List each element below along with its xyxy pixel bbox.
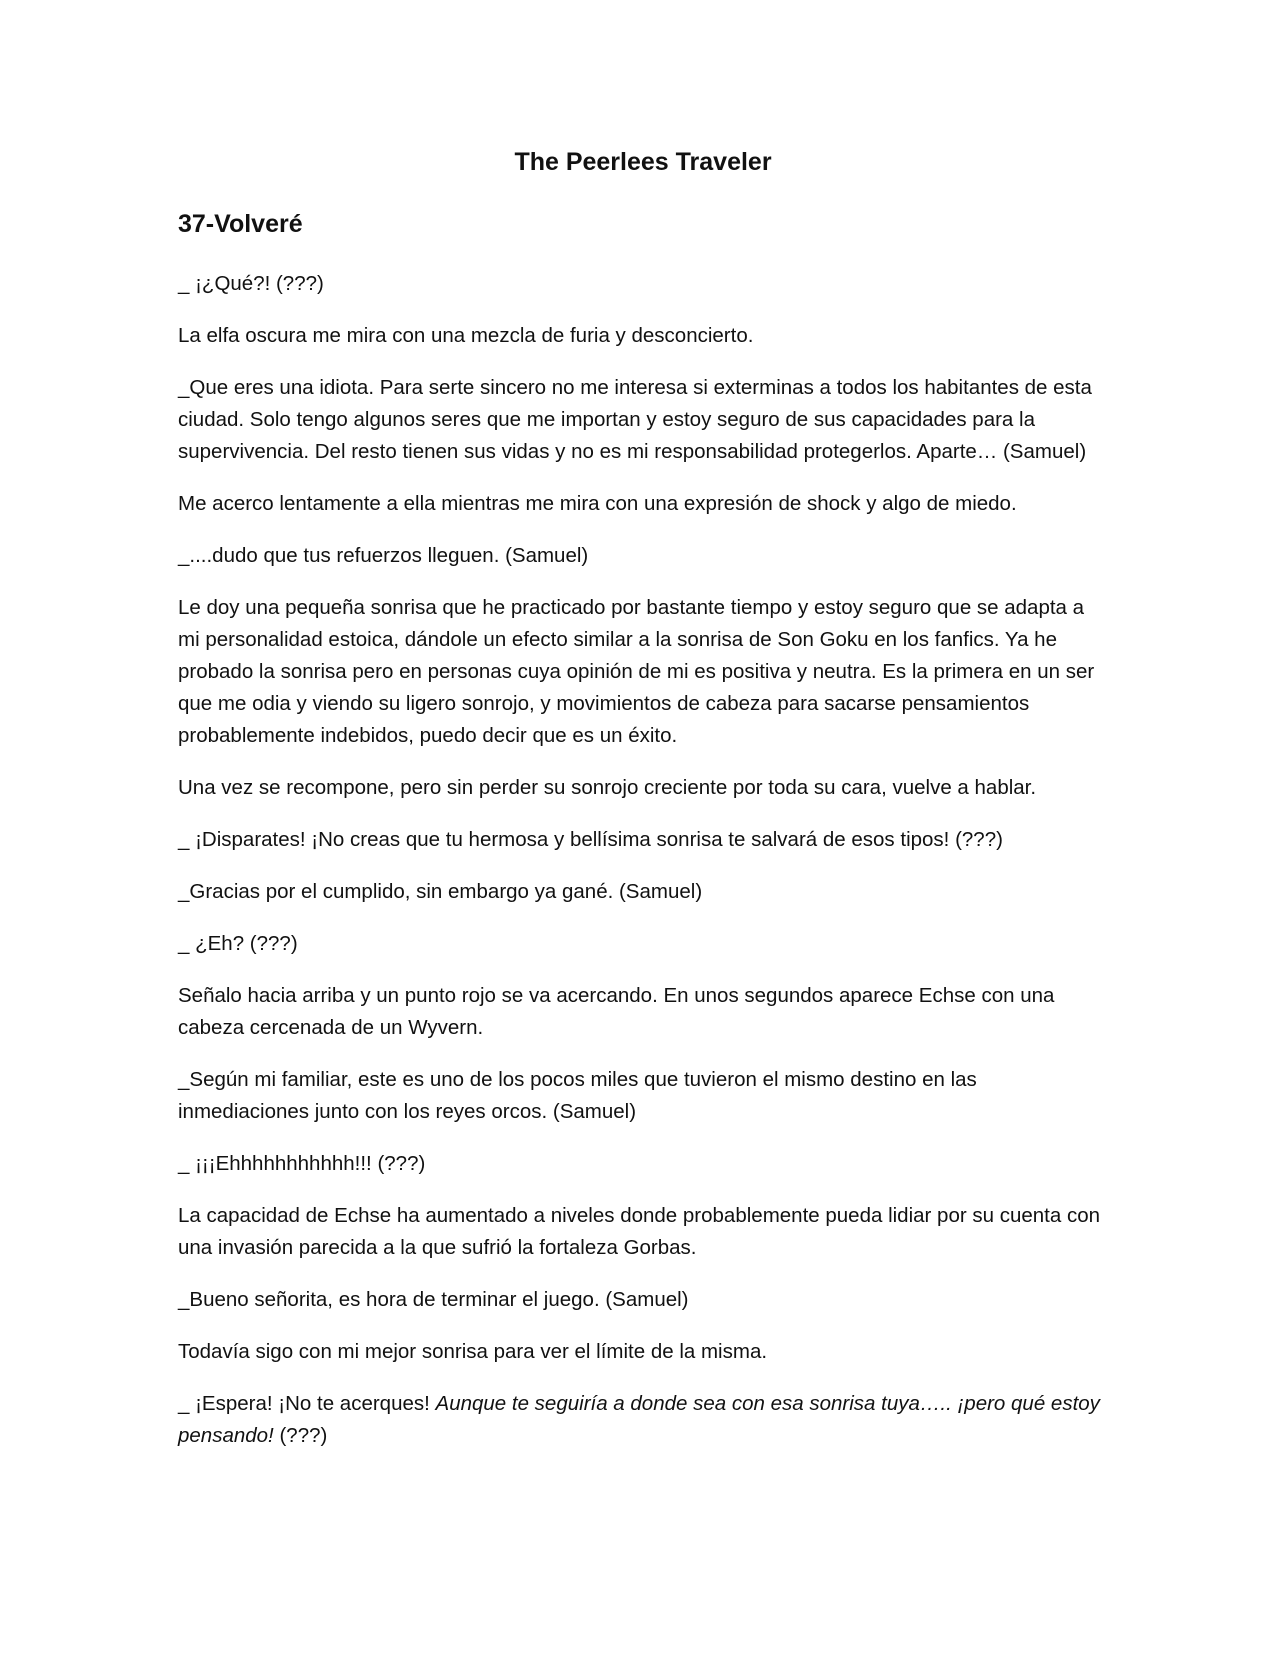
paragraph: Me acerco lentamente a ella mientras me mira con una expresión de shock y algo de miedo. (178, 492, 1017, 515)
paragraph-lead: _ ¡Espera! ¡No te acerques! (178, 1392, 436, 1415)
paragraph: _ ¡¡¡Ehhhhhhhhhhh!!! (???) (178, 1152, 426, 1175)
document-body (178, 268, 1108, 1472)
paragraph: Le doy una pequeña sonrisa que he practicado por bastante tiempo y estoy seguro que se adapta a mi personalidad estoica, dándole un efecto similar a la sonrisa de Son Goku en los fanfics. Ya he probado la sonrisa pero en personas cuya opinión de mi es positiva y neutra. Es la primera en un ser que me odia y viendo su ligero sonrojo, y movimientos de cabeza para sacarse pensamientos probablemente indebidos, puedo decir que es un éxito. (178, 596, 1095, 747)
paragraph: La elfa oscura me mira con una mezcla de furia y desconcierto. (178, 324, 754, 347)
paragraph: _Gracias por el cumplido, sin embargo ya gané. (Samuel) (178, 880, 703, 903)
paragraph: Señalo hacia arriba y un punto rojo se va acercando. En unos segundos aparece Echse con una cabeza cercenada de un Wyvern. (178, 984, 1055, 1039)
paragraph: _ ¿Eh? (???) (178, 932, 298, 955)
paragraph: Una vez se recompone, pero sin perder su sonrojo creciente por toda su cara, vuelve a hablar. (178, 776, 1037, 799)
document-title: The Peerlees Traveler (514, 148, 772, 176)
chapter-heading: 37-Volveré (178, 210, 303, 238)
paragraph: _ ¡¿Qué?! (???) (178, 272, 324, 295)
paragraph: La capacidad de Echse ha aumentado a niveles donde probablemente pueda lidiar por su cuenta con una invasión parecida a la que sufrió la fortaleza Gorbas. (178, 1204, 1101, 1259)
paragraph: _....dudo que tus refuerzos lleguen. (Samuel) (178, 544, 589, 567)
paragraph: _Bueno señorita, es hora de terminar el juego. (Samuel) (178, 1288, 689, 1311)
paragraph: Todavía sigo con mi mejor sonrisa para ver el límite de la misma. (178, 1340, 768, 1363)
paragraph-tail: (???) (273, 1424, 328, 1447)
paragraph-italic-thought: Aunque te seguiría a donde sea con esa sonrisa tuya….. ¡pero qué estoy pensando! (178, 1392, 1100, 1447)
paragraph: _Que eres una idiota. Para serte sincero no me interesa si exterminas a todos los habitantes de esta ciudad. Solo tengo algunos seres que me importan y estoy seguro de sus capacidades para la supervivencia. Del resto tienen sus vidas y no es mi responsabilidad protegerlos. Aparte… (Samuel) (178, 376, 1092, 463)
paragraph: _ ¡Disparates! ¡No creas que tu hermosa y bellísima sonrisa te salvará de esos tipos! (???) (178, 828, 1003, 851)
paragraph-last (178, 1388, 1108, 1452)
paragraph: _Según mi familiar, este es uno de los pocos miles que tuvieron el mismo destino en las inmediaciones junto con los reyes orcos. (Samuel) (178, 1068, 977, 1123)
